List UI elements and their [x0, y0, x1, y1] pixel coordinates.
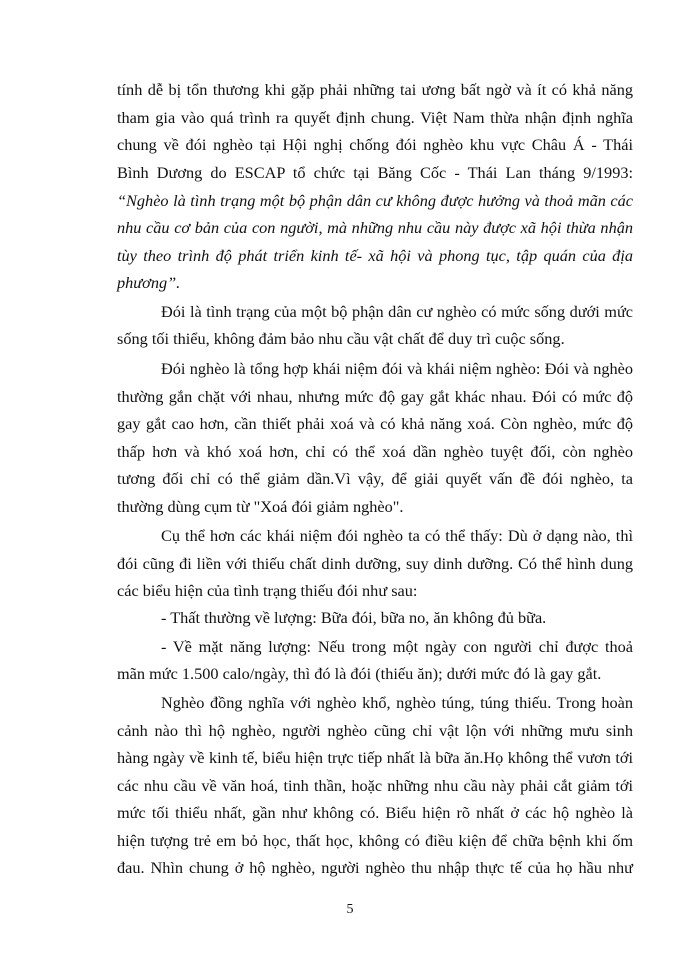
paragraph-line: các nhu cầu về văn hoá, tinh thần, hoặc những nhu cầu này phải cắt giảm tới	[117, 776, 633, 795]
list-item: - Thất thường về lượng: Bữa đói, bữa no, ăn không đủ bữa.	[161, 608, 547, 627]
quote-line: nhu cầu cơ bản của con người, mà những nhu cầu này được xã hội thừa nhận	[117, 218, 633, 237]
list-item: mãn mức 1.500 calo/ngày, thì đó là đói (thiếu ăn); dưới mức đó là gay gắt.	[117, 664, 602, 683]
page-number: 5	[346, 902, 354, 917]
paragraph-line: hiện tượng trẻ em bỏ học, thất học, không có điều kiện để chữa bệnh khi ốm	[117, 831, 633, 850]
paragraph-line: thường dùng cụm từ "Xoá đói giảm nghèo".	[117, 497, 404, 516]
paragraph-line: đói cũng đi liền với thiếu chất dinh dưỡng, suy dinh dưỡng. Có thể hình dung	[117, 554, 633, 573]
paragraph-line: tương đối chỉ có thể giảm dần.Vì vậy, để giải quyết vấn đề đói nghèo, ta	[117, 469, 633, 488]
paragraph-line: mức tối thiểu nhất, gần như không có. Biểu hiện rõ nhất ở các hộ nghèo là	[117, 803, 633, 822]
quote-line: tùy theo trình độ phát triển kinh tế- xã hội và phong tục, tập quán của địa	[117, 246, 633, 265]
quote-line: “Nghèo là tình trạng một bộ phận dân cư không được hưởng và thoả mãn các	[117, 191, 633, 210]
quote-line: phương”.	[117, 273, 181, 292]
paragraph-line: Đói nghèo là tổng hợp khái niệm đói và khái niệm nghèo: Đói và nghèo	[161, 359, 633, 378]
paragraph-line: cảnh nào thì hộ nghèo, người nghèo cũng chỉ vật lộn với những mưu sinh	[117, 721, 633, 740]
paragraph-line: hàng ngày về kinh tế, biểu hiện trực tiếp nhất là bữa ăn.Họ không thể vươn tới	[117, 748, 633, 767]
list-item: - Về mặt năng lượng: Nếu trong một ngày con người chỉ được thoả	[161, 637, 633, 656]
paragraph-line: Bình Dương do ESCAP tổ chức tại Băng Cốc - Thái Lan tháng 9/1993:	[117, 163, 633, 182]
paragraph-line: sống tối thiểu, không đảm bảo nhu cầu vật chất để duy trì cuộc sống.	[117, 329, 565, 348]
paragraph-line: các biểu hiện của tình trạng thiếu đói như sau:	[117, 581, 418, 600]
paragraph-line: tính dễ bị tổn thương khi gặp phải những tai ương bất ngờ và ít có khả năng	[117, 80, 633, 99]
paragraph-line: thường gắn chặt với nhau, nhưng mức độ gay gắt khác nhau. Đói có mức độ	[117, 387, 633, 406]
paragraph-line: gay gắt cao hơn, cần thiết phải xoá và có khả năng xoá. Còn nghèo, mức độ	[117, 414, 633, 433]
paragraph-line: Đói là tình trạng của một bộ phận dân cư nghèo có mức sống dưới mức	[161, 302, 633, 321]
paragraph-line: tham gia vào quá trình ra quyết định chung. Việt Nam thừa nhận định nghĩa	[117, 108, 633, 127]
paragraph-line: Nghèo đồng nghĩa với nghèo khổ, nghèo túng, túng thiếu. Trong hoàn	[161, 693, 633, 712]
paragraph-line: đau. Nhìn chung ở hộ nghèo, người nghèo thu nhập thực tế của họ hầu như	[117, 858, 633, 877]
paragraph-line: thấp hơn và khó xoá hơn, chỉ có thể xoá dần nghèo tuyệt đối, còn nghèo	[117, 442, 633, 461]
paragraph-line: Cụ thể hơn các khái niệm đói nghèo ta có thể thấy: Dù ở dạng nào, thì	[161, 526, 633, 545]
paragraph-line: chung về đói nghèo tại Hội nghị chống đói nghèo khu vực Châu Á - Thái	[117, 135, 633, 154]
